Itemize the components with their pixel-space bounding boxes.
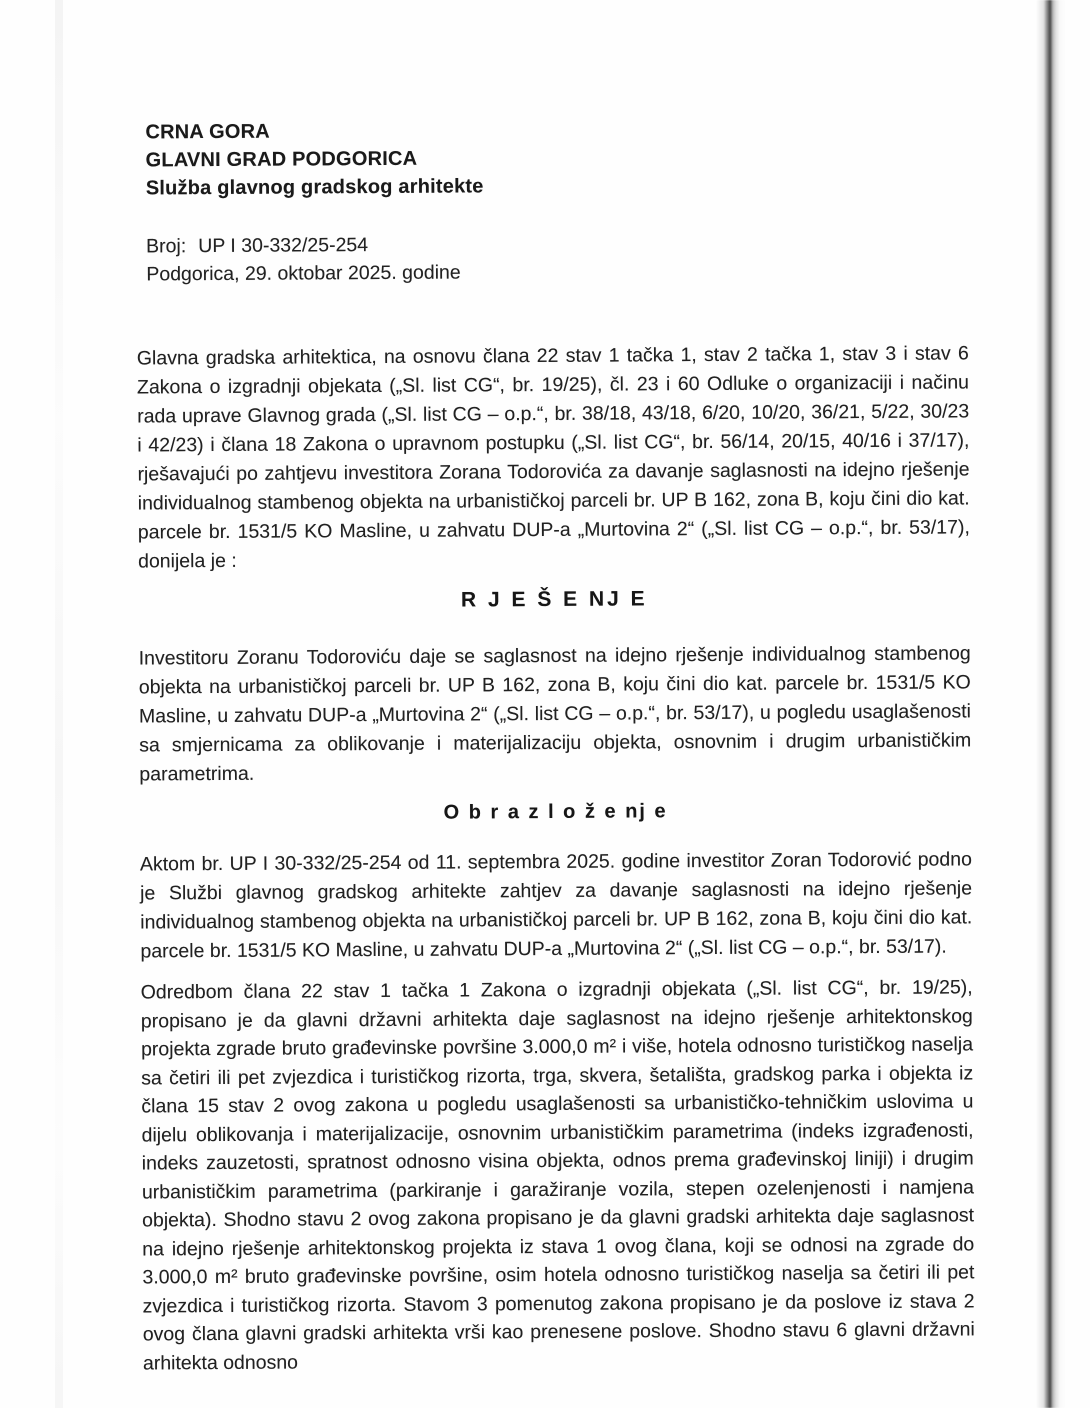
reference-number-value: UP I 30-332/25-254 (198, 234, 369, 258)
explanation-paragraph-1: Aktom br. UP I 30-332/25-254 od 11. septembra 2025. godine investitor Zoran Todorović podno je Službi glavnog gradskog arhitekte zahtjev za davanje saglasnosti na idejno rješenje individualnog stambenog objekta na urbanističkoj parceli br. UP B 162, zona B, koju čini dio kat. parcele br. 1531/5 KO Masline, u zahvatu DUP-a „Murtovina 2“ („Sl. list CG – o.p.“, br. 53/17). (139, 848, 973, 963)
reference-block (146, 227, 1088, 289)
header-office: Služba glavnog gradskog arhitekte (145, 175, 484, 200)
header-city: GLAVNI GRAD PODGORICA (145, 147, 418, 172)
document-header (145, 113, 1087, 203)
place-date-line: Podgorica, 29. oktobar 2025. godine (146, 261, 461, 286)
explanation-heading: O b r a z l o ž e nj e (443, 800, 668, 824)
decision-heading: R J E Š E NJ E (460, 587, 648, 612)
document-body (137, 339, 975, 1377)
reference-number-label: Broj: (146, 235, 187, 258)
explanation-paragraph-2: Odredbom člana 22 stav 1 tačka 1 Zakona o izgradnji objekata („Sl. list CG“, br. 19/25), propisano je da glavni državni arhitekta daje saglasnost na idejno rješenje arhitektonskog projekta zgrade bruto građevinske površine 3.000,0 m² i više, hotela odnosno turističkog naselja sa četiri ili pet zvjezdica i turističkog rizorta, trga, skvera, šetališta, gradskog parka i objekta iz člana 15 stav 2 ovog zakona u pogledu usaglašenosti sa urbanističko-tehničkim uslovima u dijelu oblikovanja i materijalizacije, osnovnim urbanističkim parametrima (indeks izgrađenosti, indeks zauzetosti, spratnost odnosno visina objekta, odnos prema građevinskoj liniji) i drugim urbanističkim parametrima (parkiranje i garažiranje vozila, stepen ozelenjenosti i namjena objekta). Shodno stavu 2 ovog zakona propisano je da glavni gradski arhitekta daje saglasnost na idejno rješenje arhitektonskog projekta iz stava 1 ovog člana, koji se odnosi na zgrade do 3.000,0 m² bruto građevinske površine, osim hotela odnosno turističkog naselja sa četiri ili pet zvjezdica i turističkog rizorta. Stavom 3 pomenutog zakona propisano je da poslove iz stava 2 ovog člana glavni gradski arhitekta vrši kao prenesene poslove. Shodno stavu 6 glavni državni arhitekta odnosno (140, 976, 975, 1374)
decision-paragraph: Investitoru Zoranu Todoroviću daje se saglasnost na idejno rješenje individualnog stambenog objekta na urbanističkoj parceli br. UP B 162, zona B, koju čini dio kat. parcele br. 1531/5 KO Masline, u zahvatu DUP-a „Murtovina 2“ („Sl. list CG – o.p.“, br. 53/17), u pogledu usaglašenosti sa smjernicama za oblikovanje i materijalizaciju objekta, osnovnim i drugim urbanističkim parametrima. (138, 642, 972, 786)
preamble-paragraph: Glavna gradska arhitektica, na osnovu člana 22 stav 1 tačka 1, stav 2 tačka 1, stav 3 i stav 6 Zakona o izgradnji objekata („Sl. list CG“, br. 19/25), čl. 23 i 60 Odluke o organizaciji i načinu rada uprave Glavnog grada („Sl. list CG – o.p.“, br. 38/18, 43/18, 6/20, 10/20, 36/21, 5/22, 30/23 i 42/23) i člana 18 Zakona o upravnom postupku („Sl. list CG“, br. 56/14, 20/15, 40/16 i 37/17), rješavajući po zahtjevu investitora Zorana Todorovića za davanje saglasnosti na idejno rješenje individualnog stambenog objekta na urbanističkoj parceli br. UP B 162, zona B, koju čini dio kat. parcele br. 1531/5 KO Masline, u zahvatu DUP-a „Murtovina 2“ („Sl. list CG – o.p.“, br. 53/17), donijela je : (136, 342, 970, 573)
header-country: CRNA GORA (145, 120, 270, 144)
